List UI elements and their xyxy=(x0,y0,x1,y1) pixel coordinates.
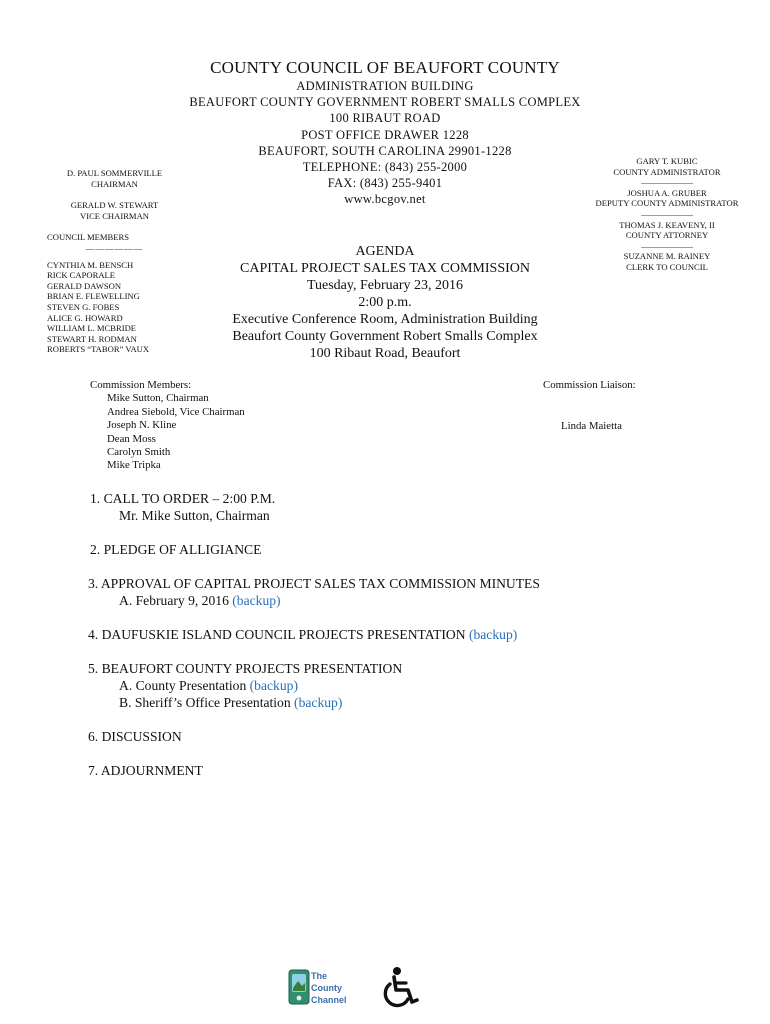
letterhead-line: 100 RIBAUT ROAD xyxy=(329,111,441,126)
meeting-time: 2:00 p.m. xyxy=(358,295,412,310)
agenda-item xyxy=(88,660,728,711)
divider: —————— xyxy=(85,242,144,253)
commission-member: Carolyn Smith xyxy=(107,446,171,459)
chairman-name: D. PAUL SOMMERVILLE xyxy=(66,168,163,178)
agenda-items xyxy=(88,490,728,796)
agenda-item-discussion: 6. DISCUSSION xyxy=(88,729,182,744)
deputy-title: DEPUTY COUNTY ADMINISTRATOR xyxy=(595,198,739,209)
agenda-item-call-to-order: 1. CALL TO ORDER – 2:00 P.M. xyxy=(90,491,276,506)
logo-text-county: County xyxy=(311,983,342,993)
commission-members xyxy=(90,379,245,473)
backup-link[interactable]: (backup) xyxy=(294,695,343,710)
letterhead-line: FAX: (843) 255-9401 xyxy=(327,176,443,191)
council-members-heading: COUNCIL MEMBERS xyxy=(47,232,130,243)
council-member: GERALD DAWSON xyxy=(47,280,122,291)
meeting-date: Tuesday, February 23, 2016 xyxy=(306,278,464,293)
attorney-name: THOMAS J. KEAVENY, II xyxy=(619,219,715,230)
divider: —————— xyxy=(641,208,693,219)
letterhead-line: BEAUFORT, SOUTH CAROLINA 29901-1228 xyxy=(258,143,512,158)
commission-members-label: Commission Members: xyxy=(90,379,192,391)
council-member: STEWART H. RODMAN xyxy=(47,333,137,344)
meeting-location: Executive Conference Room, Administration Building xyxy=(232,312,538,327)
agenda-subitem: A. February 9, 2016 xyxy=(119,593,233,608)
commission-member: Mike Sutton, Chairman xyxy=(107,392,209,405)
agenda-subitem: Mr. Mike Sutton, Chairman xyxy=(119,508,270,523)
council-member: ROBERTS “TABOR” VAUX xyxy=(47,344,150,355)
agenda-item-county-projects: 5. BEAUFORT COUNTY PROJECTS PRESENTATION xyxy=(88,661,403,676)
agenda-item-adjournment: 7. ADJOURNMENT xyxy=(88,763,203,778)
letterhead-line: BEAUFORT COUNTY GOVERNMENT ROBERT SMALLS COMPLEX xyxy=(189,95,581,110)
council-member: WILLIAM L. MCBRIDE xyxy=(47,323,137,334)
agenda-item xyxy=(88,575,728,609)
deputy-name: JOSHUA A. GRUBER xyxy=(627,187,707,198)
council-member: BRIAN E. FLEWELLING xyxy=(47,291,140,302)
council-member: STEVEN G. FOBES xyxy=(47,301,120,312)
agenda-item-minutes: 3. APPROVAL OF CAPITAL PROJECT SALES TAX COMMISSION MINUTES xyxy=(88,576,540,591)
agenda-item xyxy=(88,626,728,643)
agenda-item xyxy=(88,490,728,524)
letterhead-title: COUNTY COUNCIL OF BEAUFORT COUNTY xyxy=(210,58,560,77)
attorney-title: COUNTY ATTORNEY xyxy=(625,230,709,241)
agenda-item-daufuskie: 4. DAUFUSKIE ISLAND COUNCIL PROJECTS PRESENTATION xyxy=(88,627,469,642)
chairman-title: CHAIRMAN xyxy=(91,178,138,189)
administrator-title: COUNTY ADMINISTRATOR xyxy=(613,166,721,177)
letterhead-line: TELEPHONE: (843) 255-2000 xyxy=(302,160,468,175)
administrator-name: GARY T. KUBIC xyxy=(636,156,698,166)
agenda-item-pledge: 2. PLEDGE OF ALLIGIANCE xyxy=(90,542,262,557)
agenda-header xyxy=(0,240,770,362)
divider: —————— xyxy=(641,240,693,251)
letterhead-line: POST OFFICE DRAWER 1228 xyxy=(301,127,469,142)
vice-chairman-name: GERALD W. STEWART xyxy=(70,200,159,211)
meeting-address: 100 Ribaut Road, Beaufort xyxy=(309,346,461,361)
backup-link[interactable]: (backup) xyxy=(468,627,518,642)
backup-link[interactable]: (backup) xyxy=(249,678,298,693)
agenda-subitem: B. Sheriff’s Office Presentation xyxy=(119,695,295,710)
clerk-name: SUZANNE M. RAINEY xyxy=(623,251,711,262)
agenda-item xyxy=(88,541,728,558)
divider: —————— xyxy=(641,177,693,188)
meeting-location: Beaufort County Government Robert Smalls Complex xyxy=(232,329,538,344)
agenda-item xyxy=(88,762,728,779)
logo-text-channel: Channel xyxy=(311,995,347,1005)
commission-member: Joseph N. Kline xyxy=(107,419,177,432)
agenda-subitem: A. County Presentation xyxy=(119,678,250,693)
county-channel-logo xyxy=(288,968,354,1006)
commission-member: Andrea Siebold, Vice Chairman xyxy=(107,405,245,418)
commission-liaison-label: Commission Liaison: xyxy=(543,379,636,391)
council-member: CYNTHIA M. BENSCH xyxy=(47,259,134,270)
commission-name: CAPITAL PROJECT SALES TAX COMMISSION xyxy=(240,261,530,276)
wheelchair-icon xyxy=(378,966,424,1008)
commission-liaison-name: Linda Maietta xyxy=(561,420,622,432)
agenda-title: AGENDA xyxy=(355,244,415,259)
commission-member: Dean Moss xyxy=(107,432,156,445)
clerk-title: CLERK TO COUNCIL xyxy=(626,261,708,272)
agenda-item xyxy=(88,728,728,745)
website-link[interactable]: www.bcgov.net xyxy=(344,192,426,207)
council-member: ALICE G. HOWARD xyxy=(47,312,123,323)
council-member: RICK CAPORALE xyxy=(47,270,116,281)
commission-member: Mike Tripka xyxy=(107,459,161,472)
letterhead-line: ADMINISTRATION BUILDING xyxy=(296,79,474,93)
backup-link[interactable]: (backup) xyxy=(232,593,281,608)
vice-chairman-title: VICE CHAIRMAN xyxy=(80,210,149,221)
logo-text-the: The xyxy=(311,971,328,981)
